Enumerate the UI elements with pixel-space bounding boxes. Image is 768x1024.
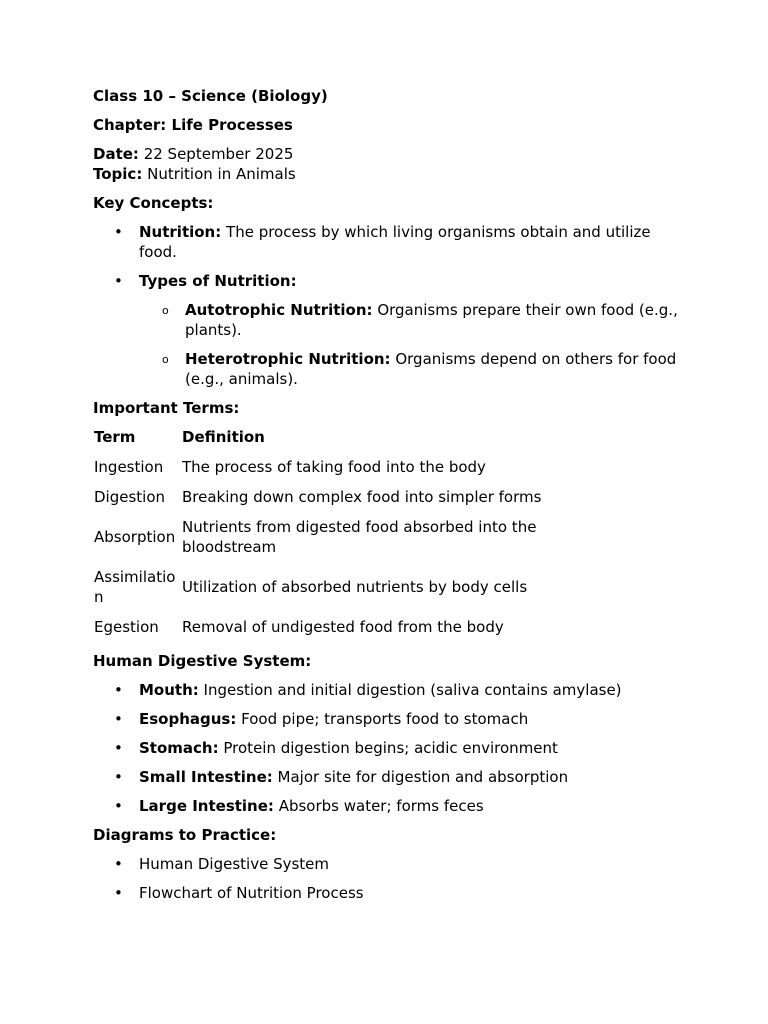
list-item: • Esophagus: Food pipe; transports food to stomach (93, 709, 683, 729)
digestive-system-list (93, 680, 683, 816)
table-row (93, 612, 563, 642)
list-item: • Large Intestine: Absorbs water; forms feces (93, 796, 683, 816)
topic-line (93, 164, 683, 184)
definition-cell: Utilization of absorbed nutrients by body cells (182, 578, 528, 596)
table-row (93, 562, 563, 612)
date-value: 22 September 2025 (143, 145, 294, 163)
list-item: • Flowchart of Nutrition Process (93, 883, 683, 903)
list-item-nutrition: • Nutrition: The process by which living organisms obtain and utilize food. (93, 222, 683, 262)
list-item: • Stomach: Protein digestion begins; acidic environment (93, 738, 683, 758)
key-concepts-heading: Key Concepts: (93, 194, 214, 212)
term-cell: Assimilation (94, 568, 176, 606)
chapter-title: Chapter: Life Processes (93, 116, 293, 134)
table-row (93, 482, 563, 512)
date-label: Date: (93, 145, 139, 163)
list-item-types-of-nutrition: • Types of Nutrition: o Autotrophic Nutrition: Organisms prepare their own food (e.g., plants). o Heterotrophic Nutrition: Organisms depend on others for food (e.g., animals). (93, 271, 683, 389)
definition-cell: Nutrients from digested food absorbed into the bloodstream (182, 518, 537, 556)
term-cell: Absorption (94, 528, 176, 546)
term-cell: Ingestion (94, 458, 164, 476)
table-row (93, 452, 563, 482)
list-item: • Small Intestine: Major site for digestion and absorption (93, 767, 683, 787)
key-concepts-list (93, 222, 683, 389)
class-title: Class 10 – Science (Biology) (93, 87, 328, 105)
column-header-definition: Definition (182, 428, 265, 446)
term-cell: Egestion (94, 618, 159, 636)
topic-label: Topic: (93, 165, 143, 183)
definition-cell: Removal of undigested food from the body (182, 618, 504, 636)
topic-value: Nutrition in Animals (147, 165, 296, 183)
list-item: • Human Digestive System (93, 854, 683, 874)
date-line (93, 144, 683, 164)
column-header-term: Term (94, 428, 136, 446)
document-page (93, 86, 683, 912)
table-header-row (93, 422, 563, 452)
diagrams-heading: Diagrams to Practice: (93, 826, 277, 844)
table-row (93, 512, 563, 562)
diagrams-list (93, 854, 683, 903)
terms-table (93, 422, 563, 642)
definition-cell: The process of taking food into the body (182, 458, 486, 476)
definition-cell: Breaking down complex food into simpler forms (182, 488, 542, 506)
list-item-autotrophic: o Autotrophic Nutrition: Organisms prepare their own food (e.g., plants). (139, 300, 683, 340)
nutrition-types-list (139, 300, 683, 389)
list-item: • Mouth: Ingestion and initial digestion (saliva contains amylase) (93, 680, 683, 700)
list-item-heterotrophic: o Heterotrophic Nutrition: Organisms depend on others for food (e.g., animals). (139, 349, 683, 389)
term-cell: Digestion (94, 488, 166, 506)
important-terms-heading: Important Terms: (93, 399, 240, 417)
digestive-system-heading: Human Digestive System: (93, 652, 312, 670)
